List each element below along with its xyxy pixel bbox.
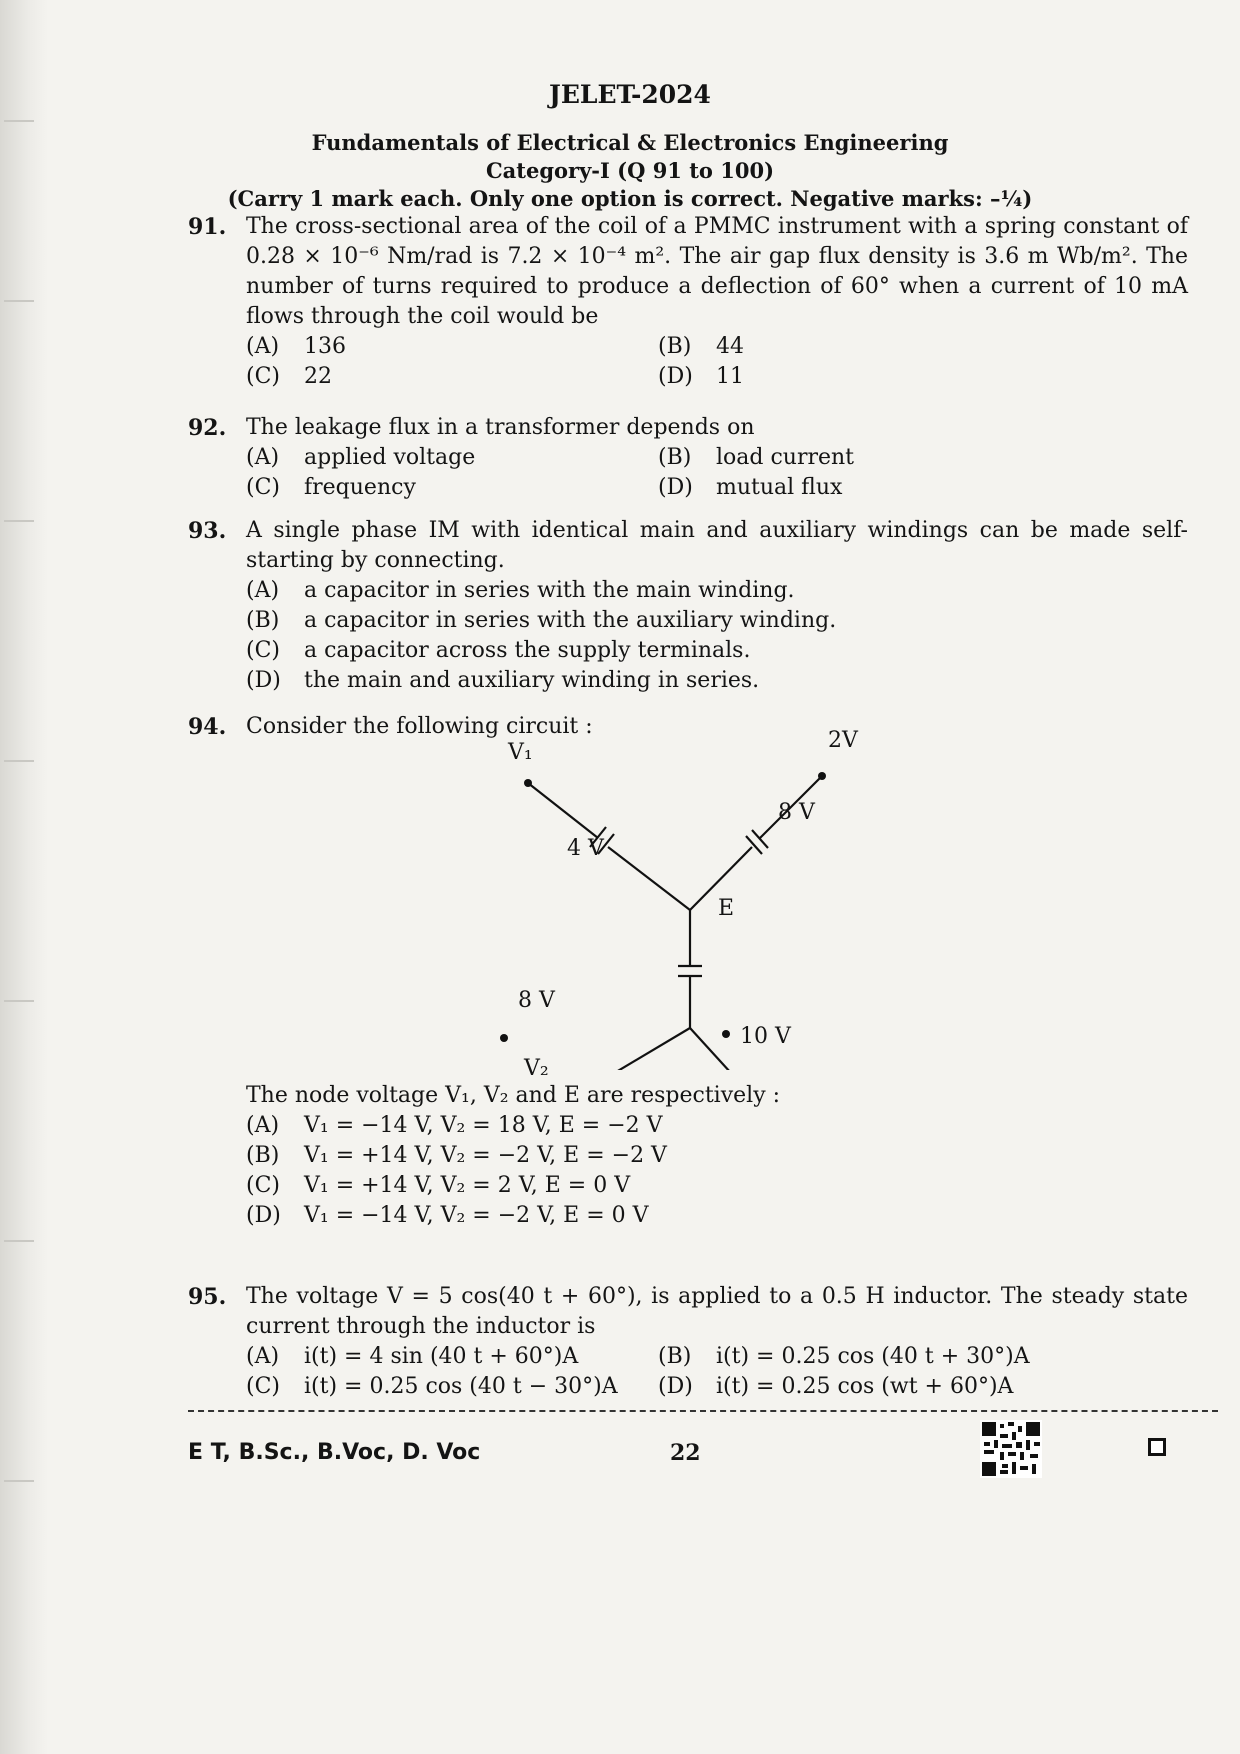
question-stem: The cross-sectional area of the coil of a PMMC instrument with a spring constant of 0.28 × 10⁻⁶ Nm/rad is 7.2 × 10⁻⁴ m². The air gap flux density is 3.6 m Wb/m². The number of turns required to produce a deflection of 60° when a current of 10 mA flows through the coil would be — [246, 214, 1188, 329]
label-v2: V₂ — [524, 1056, 549, 1081]
node-v2 — [500, 1034, 508, 1042]
options — [246, 1111, 1188, 1231]
page-edge — [0, 0, 48, 1754]
option-c: (C) a capacitor across the supply terminals. — [246, 638, 751, 663]
question-number: 94. — [188, 714, 227, 740]
options — [246, 1342, 1188, 1402]
question-stem: The voltage V = 5 cos(40 t + 60°), is applied to a 0.5 H inductor. The steady state current through the inductor is — [246, 1284, 1188, 1339]
option-d: (D) i(t) = 0.25 cos (wt + 60°)A — [658, 1374, 1014, 1399]
question-number: 92. — [188, 415, 227, 441]
node-10v — [722, 1030, 730, 1038]
qr-code-icon — [980, 1420, 1042, 1478]
node-2v — [818, 772, 826, 780]
marking-instructions: (Carry 1 mark each. Only one option is correct. Negative marks: –¼) — [227, 186, 1033, 211]
options — [246, 443, 1188, 503]
question-94-prompt: The node voltage V₁, V₂ and E are respectively : — [246, 1083, 781, 1108]
option-a: (A) i(t) = 4 sin (40 t + 60°)A — [246, 1344, 579, 1369]
subject-title: Fundamentals of Electrical & Electronics Engineering — [311, 130, 949, 155]
option-a: (A) applied voltage — [246, 445, 476, 470]
question-stem: A single phase IM with identical main and auxiliary windings can be made self-starting by connecting. — [246, 518, 1188, 573]
label-cap-8v-bottom: 8 V — [518, 988, 555, 1013]
question-stem: Consider the following circuit : — [246, 714, 593, 739]
circuit-diagram — [490, 730, 850, 1070]
marker-square — [1148, 1438, 1166, 1456]
option-a: (A) a capacitor in series with the main winding. — [246, 578, 795, 603]
question-stem: The leakage flux in a transformer depends on — [246, 415, 755, 440]
label-10v: 10 V — [740, 1024, 791, 1049]
question-93 — [188, 516, 1188, 696]
question-91 — [188, 212, 1188, 392]
option-c: (C) V₁ = +14 V, V₂ = 2 V, E = 0 V — [246, 1173, 631, 1198]
option-b: (B) load current — [658, 445, 855, 470]
option-d: (D) the main and auxiliary winding in series. — [246, 668, 760, 693]
option-b: (B) V₁ = +14 V, V₂ = −2 V, E = −2 V — [246, 1143, 667, 1168]
circuit-terminal-dots — [490, 1024, 750, 1054]
exam-page — [50, 0, 1210, 1754]
question-number: 93. — [188, 518, 227, 544]
option-c: (C) frequency — [246, 475, 416, 500]
question-number: 95. — [188, 1284, 227, 1310]
label-2v: 2V — [828, 728, 858, 753]
node-v1 — [524, 779, 532, 787]
option-b: (B) i(t) = 0.25 cos (40 t + 30°)A — [658, 1344, 1030, 1369]
label-v1: V₁ — [508, 740, 533, 765]
option-d: (D) mutual flux — [658, 475, 843, 500]
option-d: (D) V₁ = −14 V, V₂ = −2 V, E = 0 V — [246, 1203, 649, 1228]
label-cap-4v: 4 V — [567, 836, 604, 861]
category-title: Category-I (Q 91 to 100) — [485, 158, 775, 183]
option-c: (C) 22 — [246, 364, 332, 389]
page-number: 22 — [670, 1440, 701, 1466]
option-d: (D) 11 — [658, 364, 744, 389]
question-92 — [188, 413, 1188, 503]
option-c: (C) i(t) = 0.25 cos (40 t − 30°)A — [246, 1374, 618, 1399]
exam-title: JELET-2024 — [549, 80, 711, 109]
option-b: (B) 44 — [658, 334, 744, 359]
option-a: (A) V₁ = −14 V, V₂ = 18 V, E = −2 V — [246, 1113, 663, 1138]
option-a: (A) 136 — [246, 334, 346, 359]
footer-divider — [188, 1410, 1218, 1412]
question-94-options — [188, 1081, 1188, 1231]
question-number: 91. — [188, 214, 227, 240]
options — [246, 576, 1188, 696]
option-b: (B) a capacitor in series with the auxiliary winding. — [246, 608, 837, 633]
label-cap-e: E — [718, 896, 735, 921]
options — [246, 332, 1188, 392]
footer-courses: E T, B.Sc., B.Voc, D. Voc — [188, 1440, 481, 1465]
question-95 — [188, 1282, 1188, 1402]
label-cap-8v-top: 8 V — [778, 800, 815, 825]
